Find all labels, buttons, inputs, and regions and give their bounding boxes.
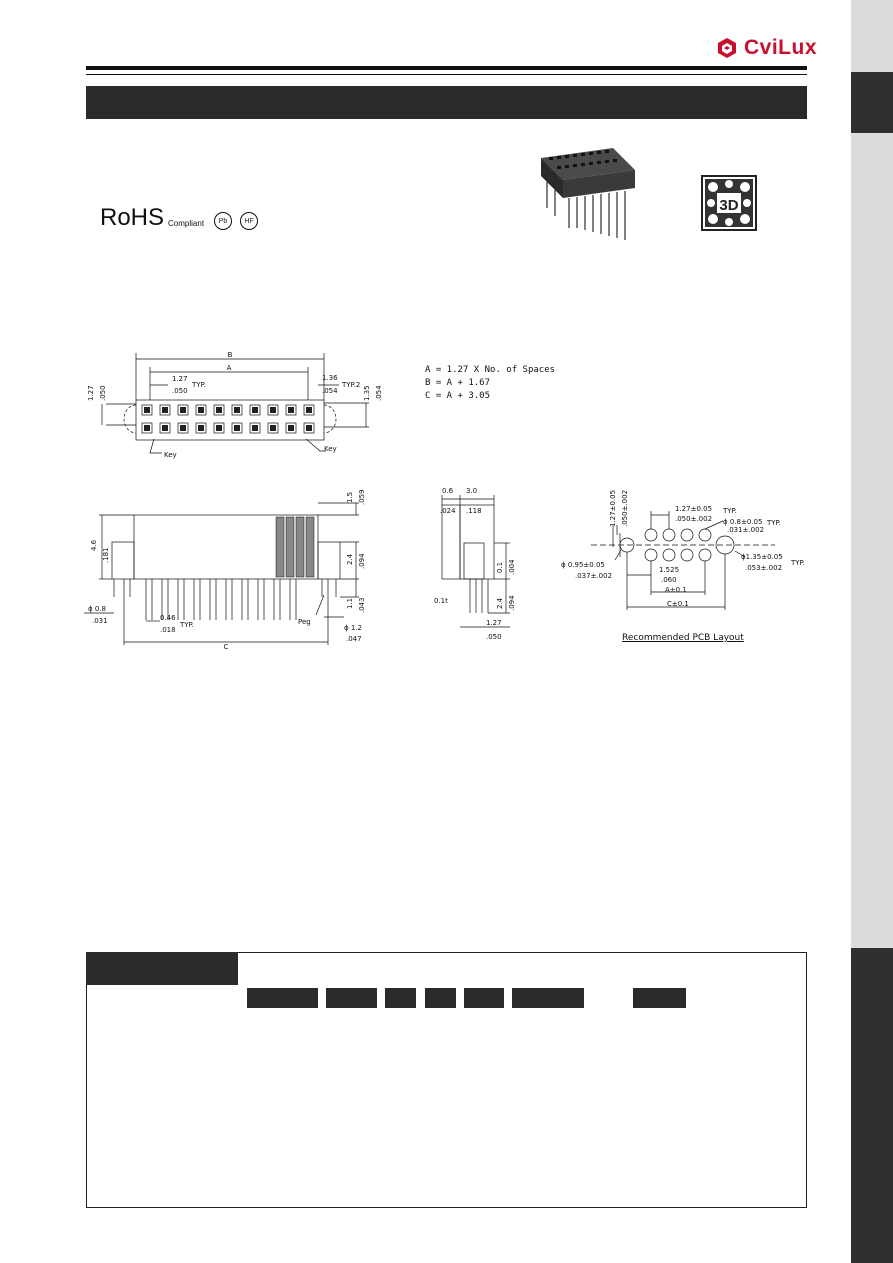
dim-w06: 0.6 (442, 487, 454, 495)
pcb-phi08-typ: TYP. (767, 519, 781, 527)
dim-pitch: 1.27 (172, 375, 188, 383)
dim-w046-inch: .018 (160, 626, 176, 634)
key-left-label: Key (164, 451, 177, 459)
rohs-compliant: Compliant (168, 219, 205, 228)
pcb-phi135-inch: .053±.002 (745, 564, 783, 572)
dim-c: C (223, 643, 229, 651)
pcb-w1525: 1.525 (659, 566, 680, 574)
dim-h01: 0.1 (496, 561, 504, 573)
title-bar (86, 86, 807, 119)
model-3d-icon[interactable] (701, 175, 757, 231)
rohs-label: RoHS (100, 204, 165, 231)
dim-h24: 2.4 (496, 597, 504, 609)
top-view-drawing (84, 345, 404, 470)
dim-phi08-inch: .031 (92, 617, 108, 625)
dim-w046: 0.46 (160, 614, 176, 622)
dim-t01: 0.1t (434, 597, 448, 605)
pcb-phi135-typ: TYP. (791, 559, 805, 567)
dim-h24-inch: .094 (508, 595, 516, 611)
compliance-marks (100, 206, 258, 230)
part-number-segment-7 (633, 988, 686, 1008)
part-number-segment-3 (385, 988, 416, 1008)
pcb-h127-typ: TYP. (723, 507, 737, 515)
dim-h127-inch: .050 (99, 385, 107, 401)
pcb-v127-inch: .050±.002 (621, 489, 629, 527)
dim-h01-inch: .004 (508, 559, 516, 575)
dim-h15-inch: .059 (358, 489, 366, 505)
cvilux-logo-icon (716, 37, 738, 59)
pcb-c: C±0.1 (667, 600, 689, 608)
connector-product-image (533, 140, 643, 246)
part-number-segment-5 (464, 988, 504, 1008)
dim-w30: 3.0 (466, 487, 478, 495)
front-view-drawing (84, 485, 374, 655)
dim-typ2: TYP.2 (342, 381, 361, 389)
header-rule-thick (86, 66, 807, 70)
ordering-info-header (86, 952, 238, 985)
dim-h24-inch: .094 (358, 553, 366, 569)
pcb-v127: 1.27±0.05 (609, 489, 617, 527)
dim-h46-inch: .181 (102, 547, 110, 563)
dim-a: A (226, 364, 232, 372)
svg-text:3D: 3D (719, 197, 739, 214)
pcb-layout-drawing (555, 485, 810, 630)
formula-a: A = 1.27 X No. of Spaces (425, 365, 556, 375)
dim-phi08: ϕ 0.8 (88, 605, 106, 613)
dim-h46: 4.6 (90, 539, 98, 551)
side-tab-marker-bottom (851, 948, 893, 1263)
pcb-a: A±0.1 (665, 586, 687, 594)
brand-logo (716, 36, 817, 60)
pcb-h127-inch: .050±.002 (675, 515, 713, 523)
pcb-phi135: ϕ1.35±0.05 (741, 553, 783, 561)
dim-h24: 2.4 (346, 553, 354, 565)
part-number-segment-6 (512, 988, 584, 1008)
side-tab-marker-top (851, 72, 893, 133)
part-number-segment-2 (326, 988, 377, 1008)
pcb-h127: 1.27±0.05 (675, 505, 713, 513)
dim-h135-inch: .054 (375, 385, 383, 401)
dim-h15: 1.5 (346, 491, 354, 503)
side-tab-top (851, 0, 893, 72)
dim-pitch-typ: TYP. (192, 381, 206, 389)
pcb-w1525-inch: .060 (661, 576, 677, 584)
pcb-phi08: ϕ 0.8±0.05 (723, 518, 763, 526)
dim-b: B (227, 351, 233, 359)
dimension-formulas (425, 364, 555, 403)
peg-label: Peg (298, 618, 311, 626)
formula-b: B = A + 1.67 (425, 378, 491, 388)
dim-h127: 1.27 (87, 385, 95, 401)
pb-free-icon: Pb (214, 212, 232, 230)
halogen-free-icon: HF (240, 212, 258, 230)
dim-h11: 1.1 (346, 597, 354, 609)
dim-phi12: ϕ 1.2 (344, 624, 362, 632)
side-view-drawing (420, 485, 520, 645)
part-number-segment-4 (425, 988, 456, 1008)
side-tab-middle (851, 133, 893, 948)
dim-pitch-inch: .050 (172, 387, 188, 395)
dim-w136-inch: .054 (322, 387, 338, 395)
dim-w30-inch: .118 (466, 507, 482, 515)
part-number-segment-1 (247, 988, 318, 1008)
dim-w127: 1.27 (486, 619, 502, 627)
pcb-phi095-inch: .037±.002 (575, 572, 613, 580)
pcb-layout-caption: Recommended PCB Layout (622, 633, 744, 643)
header-rule-thin (86, 74, 807, 75)
formula-c: C = A + 3.05 (425, 391, 491, 401)
key-right-label: Key (324, 445, 337, 453)
dim-w06-inch: .024 (440, 507, 456, 515)
dim-phi12-inch: .047 (346, 635, 362, 643)
pcb-phi08-inch: .031±.002 (727, 526, 765, 534)
dim-h11-inch: .043 (358, 597, 366, 613)
brand-name: CviLux (744, 36, 818, 59)
dim-typ: TYP. (180, 621, 194, 629)
pcb-phi095: ϕ 0.95±0.05 (561, 561, 605, 569)
dim-w136: 1.36 (322, 374, 338, 382)
dim-w127-inch: .050 (486, 633, 502, 641)
dim-h135: 1.35 (363, 385, 371, 401)
